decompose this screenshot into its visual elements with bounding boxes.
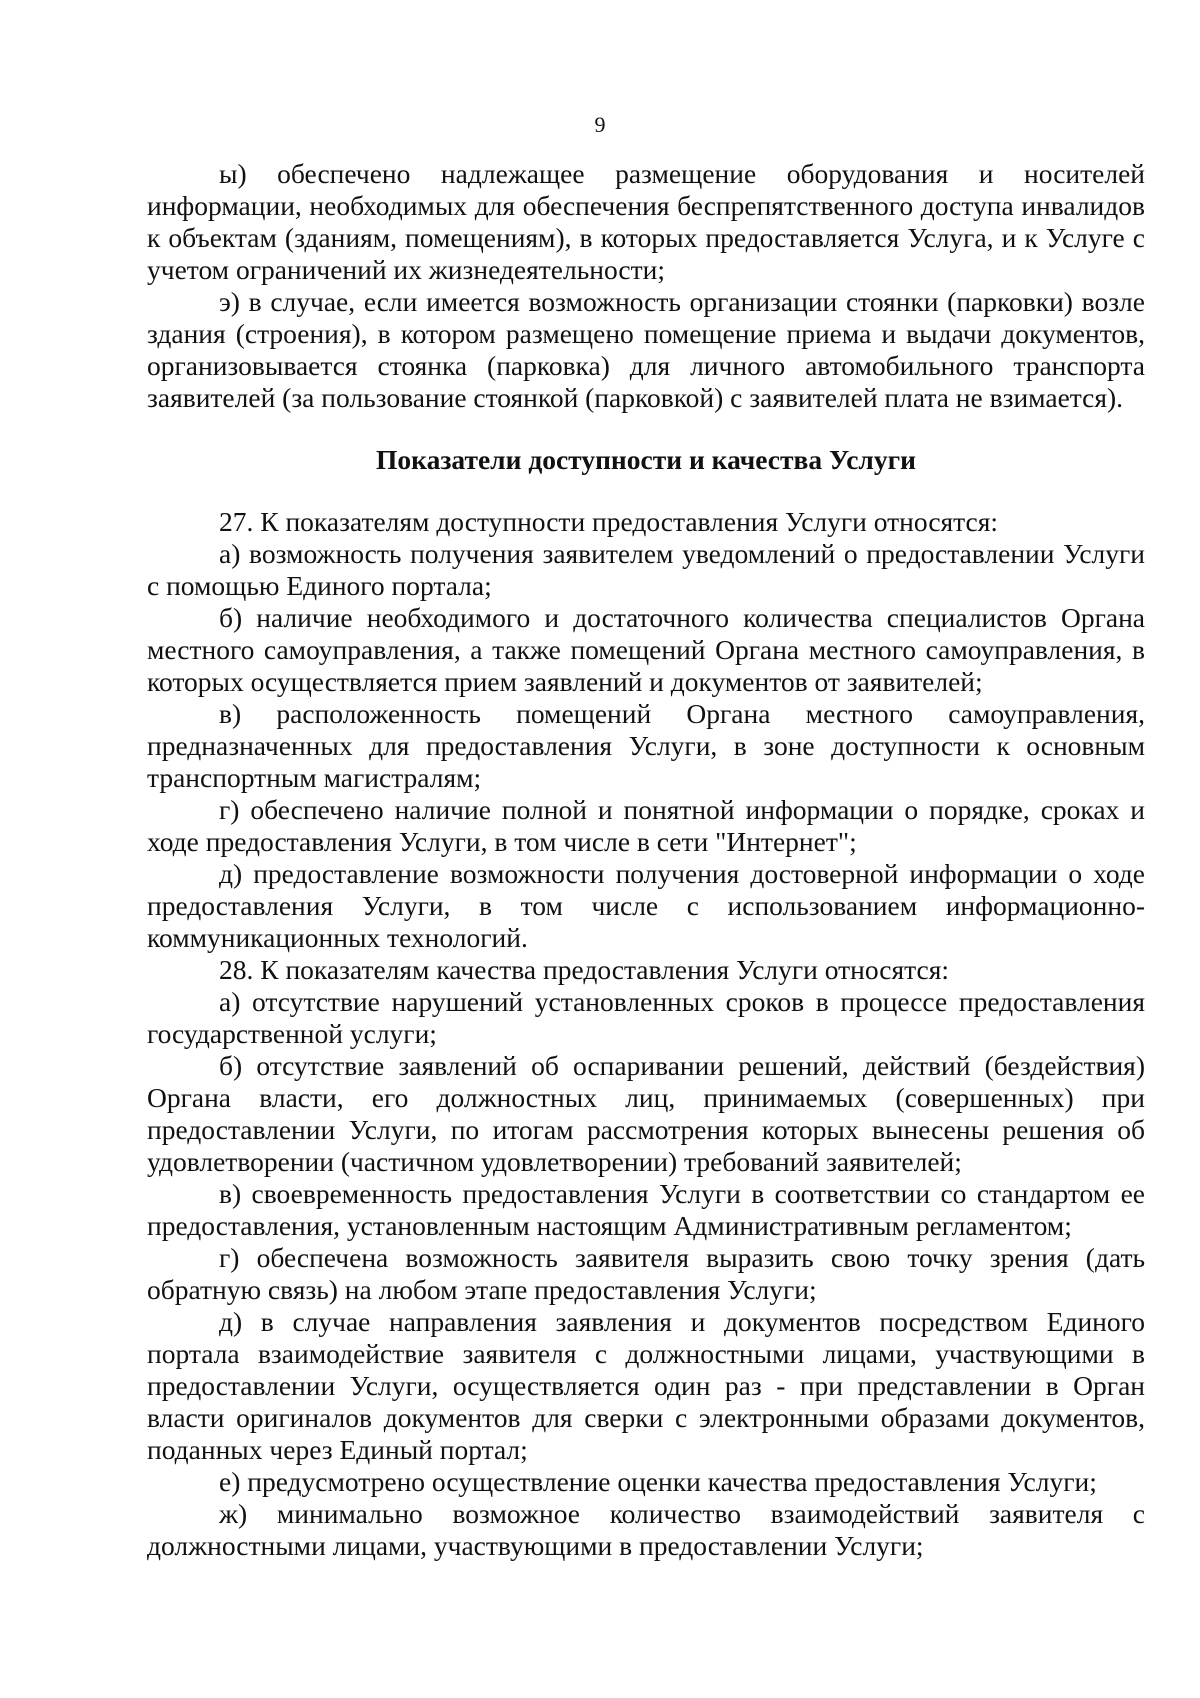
paragraph-27-v: в) расположенность помещений Органа местного самоуправления, предназначенных для предоставления Услуги, в зоне доступности к основным транспортным магистралям; <box>147 698 1145 793</box>
paragraph-item-y: ы) обеспечено надлежащее размещение оборудования и носителей информации, необходимых для обеспечения беспрепятственного доступа инвалидов к объектам (зданиям, помещениям), в которых предоставляется Услуга, и к Услуге с учетом ограничений их жизнедеятельности; <box>147 158 1145 285</box>
page-number: 9 <box>594 112 606 137</box>
section-heading: Показатели доступности и качества Услуги <box>376 444 916 475</box>
paragraph-28-d: д) в случае направления заявления и документов посредством Единого портала взаимодействие заявителя с должностными лицами, участвующими в предоставлении Услуги, осуществляется один раз - при представлении в Орган власти оригиналов документов для сверки с электронными образами документов, поданных через Единый портал; <box>147 1306 1145 1465</box>
paragraph-27-d: д) предоставление возможности получения достоверной информации о ходе предоставления Услуги, в том числе с использованием информационно-коммуникационных технологий. <box>147 858 1145 953</box>
paragraph-28-v: в) своевременность предоставления Услуги в соответствии со стандартом ее предоставления, установленным настоящим Административным регламентом; <box>147 1178 1145 1241</box>
paragraph-27-g: г) обеспечено наличие полной и понятной информации о порядке, сроках и ходе предоставления Услуги, в том числе в сети "Интернет"; <box>147 794 1145 857</box>
paragraph-27-intro: 27. К показателям доступности предоставления Услуги относятся: <box>219 506 999 537</box>
paragraph-27-a: а) возможность получения заявителем уведомлений о предоставлении Услуги с помощью Единого портала; <box>147 538 1145 601</box>
paragraph-28-b: б) отсутствие заявлений об оспаривании решений, действий (бездействия) Органа власти, его должностных лиц, принимаемых (совершенных) при предоставлении Услуги, по итогам рассмотрения которых вынесены решения об удовлетворении (частичном удовлетворении) требований заявителей; <box>147 1050 1145 1177</box>
paragraph-28-a: а) отсутствие нарушений установленных сроков в процессе предоставления государственной услуги; <box>147 986 1145 1049</box>
paragraph-27-b: б) наличие необходимого и достаточного количества специалистов Органа местного самоуправления, а также помещений Органа местного самоуправления, в которых осуществляется прием заявлений и документов от заявителей; <box>147 602 1145 697</box>
document-body <box>147 158 1145 1562</box>
paragraph-28-g: г) обеспечена возможность заявителя выразить свою точку зрения (дать обратную связь) на любом этапе предоставления Услуги; <box>147 1242 1145 1305</box>
paragraph-28-zh: ж) минимально возможное количество взаимодействий заявителя с должностными лицами, участвующими в предоставлении Услуги; <box>147 1498 1145 1561</box>
paragraph-28-intro: 28. К показателям качества предоставления Услуги относятся: <box>219 954 949 985</box>
paragraph-28-e: е) предусмотрено осуществление оценки качества предоставления Услуги; <box>219 1466 1097 1497</box>
paragraph-item-e-parking: э) в случае, если имеется возможность организации стоянки (парковки) возле здания (строения), в котором размещено помещение приема и выдачи документов, организовывается стоянка (парковка) для личного автомобильного транспорта заявителей (за пользование стоянкой (парковкой) с заявителей плата не взимается). <box>147 286 1145 413</box>
